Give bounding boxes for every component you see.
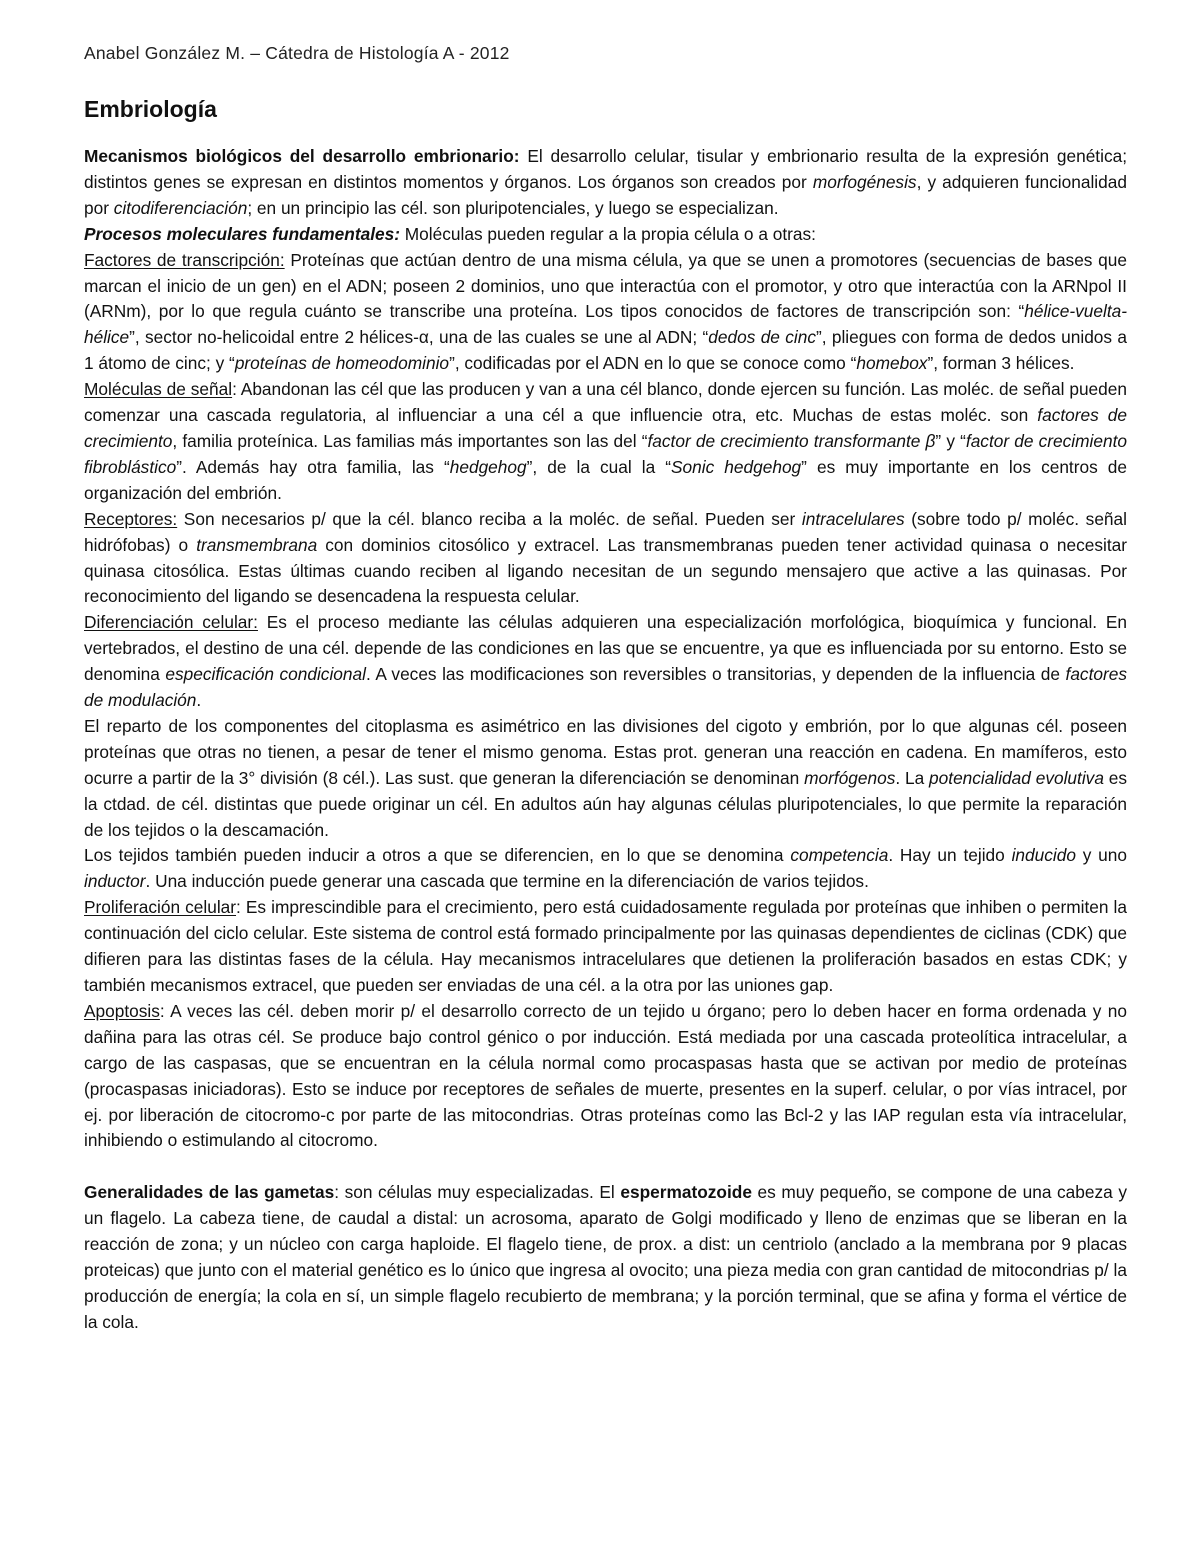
styled-text-run: homebox — [856, 353, 928, 374]
text-run: ”, sector no-helicoidal entre 2 hélices-α, una de las cuales se une al ADN; “ — [129, 327, 709, 348]
text-run: Son necesarios p/ que la cél. blanco reciba a la moléc. de señal. Pueden ser — [177, 508, 802, 529]
text-run: . La — [895, 767, 930, 788]
text-run: y uno — [1075, 845, 1128, 866]
styled-text-run: Diferenciación celular: — [84, 612, 258, 633]
text-run: es muy pequeño, se compone de una cabeza y un flagelo. La cabeza tiene, de caudal a distal: un acrosoma, aparato de Golgi modificado y lleno de enzimas que se liberan en la reacción de zona; y un núcleo con carga haploide. El flagelo tiene, de prox. a dist: un centriolo (anclado a la membrana por 9 placas proteicas) que junto con el material genético es lo único que ingresa al ovocito; una pieza media con gran cantidad de mitocondrias p/ la producción de energía; la cola en sí, un simple flagelo recubierto de membrana; y la porción terminal, que se afina y forma el vértice de la cola. — [84, 1182, 1127, 1332]
styled-text-run: factor de crecimiento transformante β — [647, 430, 936, 451]
text-run: ”, codificadas por el ADN en lo que se conoce como “ — [449, 353, 857, 374]
styled-text-run: Proliferación celular — [84, 897, 237, 918]
paragraph — [84, 1180, 1127, 1335]
text-run: , familia proteínica. Las familias más importantes son las del “ — [172, 430, 648, 451]
paragraph — [84, 144, 1127, 222]
document-title: Embriología — [84, 96, 217, 122]
styled-text-run: inductor — [84, 871, 146, 892]
text-run: (sobre todo p/ moléc. señal hidrófobas) o — [84, 508, 1127, 555]
styled-text-run: citodiferenciación — [113, 197, 248, 218]
text-run: Moléculas pueden regular a la propia célula o a otras: — [399, 223, 816, 244]
text-run: ”. Además hay otra familia, las “ — [176, 456, 450, 477]
styled-text-run: espermatozoide — [620, 1182, 752, 1203]
text-run: . Una inducción puede generar una cascada que termine en la diferenciación de varios tejidos. — [145, 871, 869, 892]
styled-text-run: hélice-vuelta-hélice — [84, 301, 1127, 348]
styled-text-run: Apoptosis — [84, 1000, 160, 1021]
styled-text-run: morfogénesis — [812, 171, 917, 192]
styled-text-run: Moléculas de señal — [84, 379, 233, 400]
styled-text-run: transmembrana — [196, 534, 318, 555]
text-run: : Es imprescindible para el crecimiento, pero está cuidadosamente regulada por proteínas que inhiben o permiten la continuación del ciclo celular. Este sistema de control está formado principalmente por las quinasas dependientes de ciclinas (CDK) que difieren para las distintas fases de la célula. Hay mecanismos intracelulares que detienen la proliferación basados en estas CDK; y también mecanismos extracel, que pueden ser enviadas de una cél. a la otra por las uniones gap. — [84, 897, 1127, 995]
paragraph — [84, 222, 1127, 248]
paragraph — [84, 248, 1127, 378]
styled-text-run: potencialidad evolutiva — [929, 767, 1104, 788]
styled-text-run: inducido — [1011, 845, 1076, 866]
text-run: . A veces las modificaciones son reversibles o transitorias, y dependen de la influencia de — [365, 664, 1066, 685]
styled-text-run: Factores de transcripción: — [84, 249, 285, 270]
styled-text-run: especificación condicional — [165, 664, 366, 685]
styled-text-run: factores de modulación — [84, 664, 1127, 711]
text-run: ”, de la cual la “ — [526, 456, 671, 477]
styled-text-run: factores de crecimiento — [84, 405, 1128, 451]
text-run: , y adquieren funcionalidad por — [84, 171, 1127, 218]
text-run: ”, forman 3 hélices. — [927, 353, 1075, 374]
text-run: Proteínas que actúan dentro de una misma célula, ya que se unen a promotores (secuencias de bases que marcan el inicio de un gen) en el ADN; poseen 2 dominios, uno que interactúa con el promotor, y otro que interactúa con la ARNpol II (ARNm), por lo que regula cuánto se transcribe una proteína. Los tipos conocidos de factores de transcripción son: “ — [84, 249, 1127, 322]
styled-text-run: Generalidades de las gametas — [84, 1182, 335, 1203]
paragraph — [84, 610, 1127, 714]
document-page — [84, 40, 1127, 1336]
styled-text-run: Sonic hedgehog — [671, 456, 802, 477]
section-gap — [84, 1154, 1127, 1180]
styled-text-run: competencia — [790, 845, 889, 866]
text-run: : A veces las cél. deben morir p/ el desarrollo correcto de un tejido u órgano; pero lo deben hacer en forma ordenada y no dañina para las otras cél. Se produce bajo control génico o por inducción. Está mediada por una cascada proteolítica intracelular, a cargo de las caspasas, que se encuentran en la célula normal como procaspasas hasta que se activan por medio de proteínas (procaspasas iniciadoras). Esto se induce por receptores de señales de muerte, presentes en la superf. celular, o por vías intracel, por ej. por liberación de citocromo-c por parte de las mitocondrias. Otras proteínas como las Bcl-2 y las IAP regulan esta vía intracelular, inhibiendo o estimulando al citocromo. — [84, 1000, 1127, 1151]
text-run: . — [196, 690, 202, 711]
page-header: Anabel González M. – Cátedra de Histología A - 2012 — [84, 43, 510, 63]
styled-text-run: Mecanismos biológicos del desarrollo embrionario: — [84, 146, 520, 166]
styled-text-run: dedos de cinc — [708, 327, 816, 348]
text-run: es la ctdad. de cél. distintas que puede originar un cél. En adultos aún hay algunas células pluripotenciales, lo que permite la reparación de los tejidos o la descamación. — [84, 767, 1128, 840]
text-run: : son células muy especializadas. El — [334, 1182, 621, 1203]
paragraph — [84, 377, 1127, 507]
text-run: ” es muy importante en los centros de organización del embrión. — [84, 456, 1128, 503]
text-run: Los tejidos también pueden inducir a otros a que se diferencien, en lo que se denomina — [84, 845, 791, 866]
text-run: ; en un principio las cél. son pluripotenciales, y luego se especializan. — [247, 197, 779, 218]
text-run: con dominios citosólico y extracel. Las transmembranas pueden tener actividad quinasa o necesitar quinasa citosólica. Estas últimas cuando reciben al ligando necesitan de un segundo mensajero que active a las quinasas. Por reconocimiento del ligando se desencadena la respuesta celular. — [84, 534, 1128, 607]
paragraph — [84, 999, 1127, 1154]
document-body — [84, 144, 1127, 1336]
text-run: . Hay un tejido — [888, 845, 1012, 866]
styled-text-run: intracelulares — [801, 508, 905, 529]
styled-text-run: hedgehog — [449, 456, 527, 477]
styled-text-run: Procesos moleculares fundamentales: — [84, 223, 400, 244]
text-run: ” y “ — [935, 430, 966, 451]
paragraph — [84, 895, 1127, 999]
text-run: El reparto de los componentes del citoplasma es asimétrico en las divisiones del cigoto y embrión, por lo que algunas cél. poseen proteínas que otras no tienen, a pesar de tener el mismo genoma. Estas prot. generan una reacción en cadena. En mamíferos, esto ocurre a partir de la 3° división (8 cél.). Las sust. que generan la diferenciación se denominan — [84, 715, 1127, 788]
text-run: El desarrollo celular, tisular y embrionario resulta de la expresión genética; distintos genes se expresan en distintos momentos y órganos. Los órganos son creados por — [84, 146, 1127, 192]
text-run: Es el proceso mediante las células adquieren una especialización morfológica, bioquímica y funcional. En vertebrados, el destino de una cél. depende de las condiciones en las que se encuentre, ya que es influenciada por su entorno. Esto se denomina — [84, 612, 1127, 685]
styled-text-run: proteínas de homeodominio — [234, 353, 450, 374]
styled-text-run: factor de crecimiento fibroblástico — [84, 430, 1127, 477]
styled-text-run: Receptores: — [84, 508, 178, 529]
paragraph — [84, 714, 1127, 844]
text-run: ”, pliegues con forma de dedos unidos a 1 átomo de cinc; y “ — [84, 327, 1127, 374]
styled-text-run: morfógenos — [804, 767, 896, 788]
paragraph — [84, 507, 1127, 611]
paragraph — [84, 843, 1127, 895]
text-run: : Abandonan las cél que las producen y van a una cél blanco, donde ejercen su función. Las moléc. de señal pueden comenzar una cascada regulatoria, al influenciar a una cél a que influencie otra, etc. Muchas de estas moléc. son — [84, 379, 1127, 426]
